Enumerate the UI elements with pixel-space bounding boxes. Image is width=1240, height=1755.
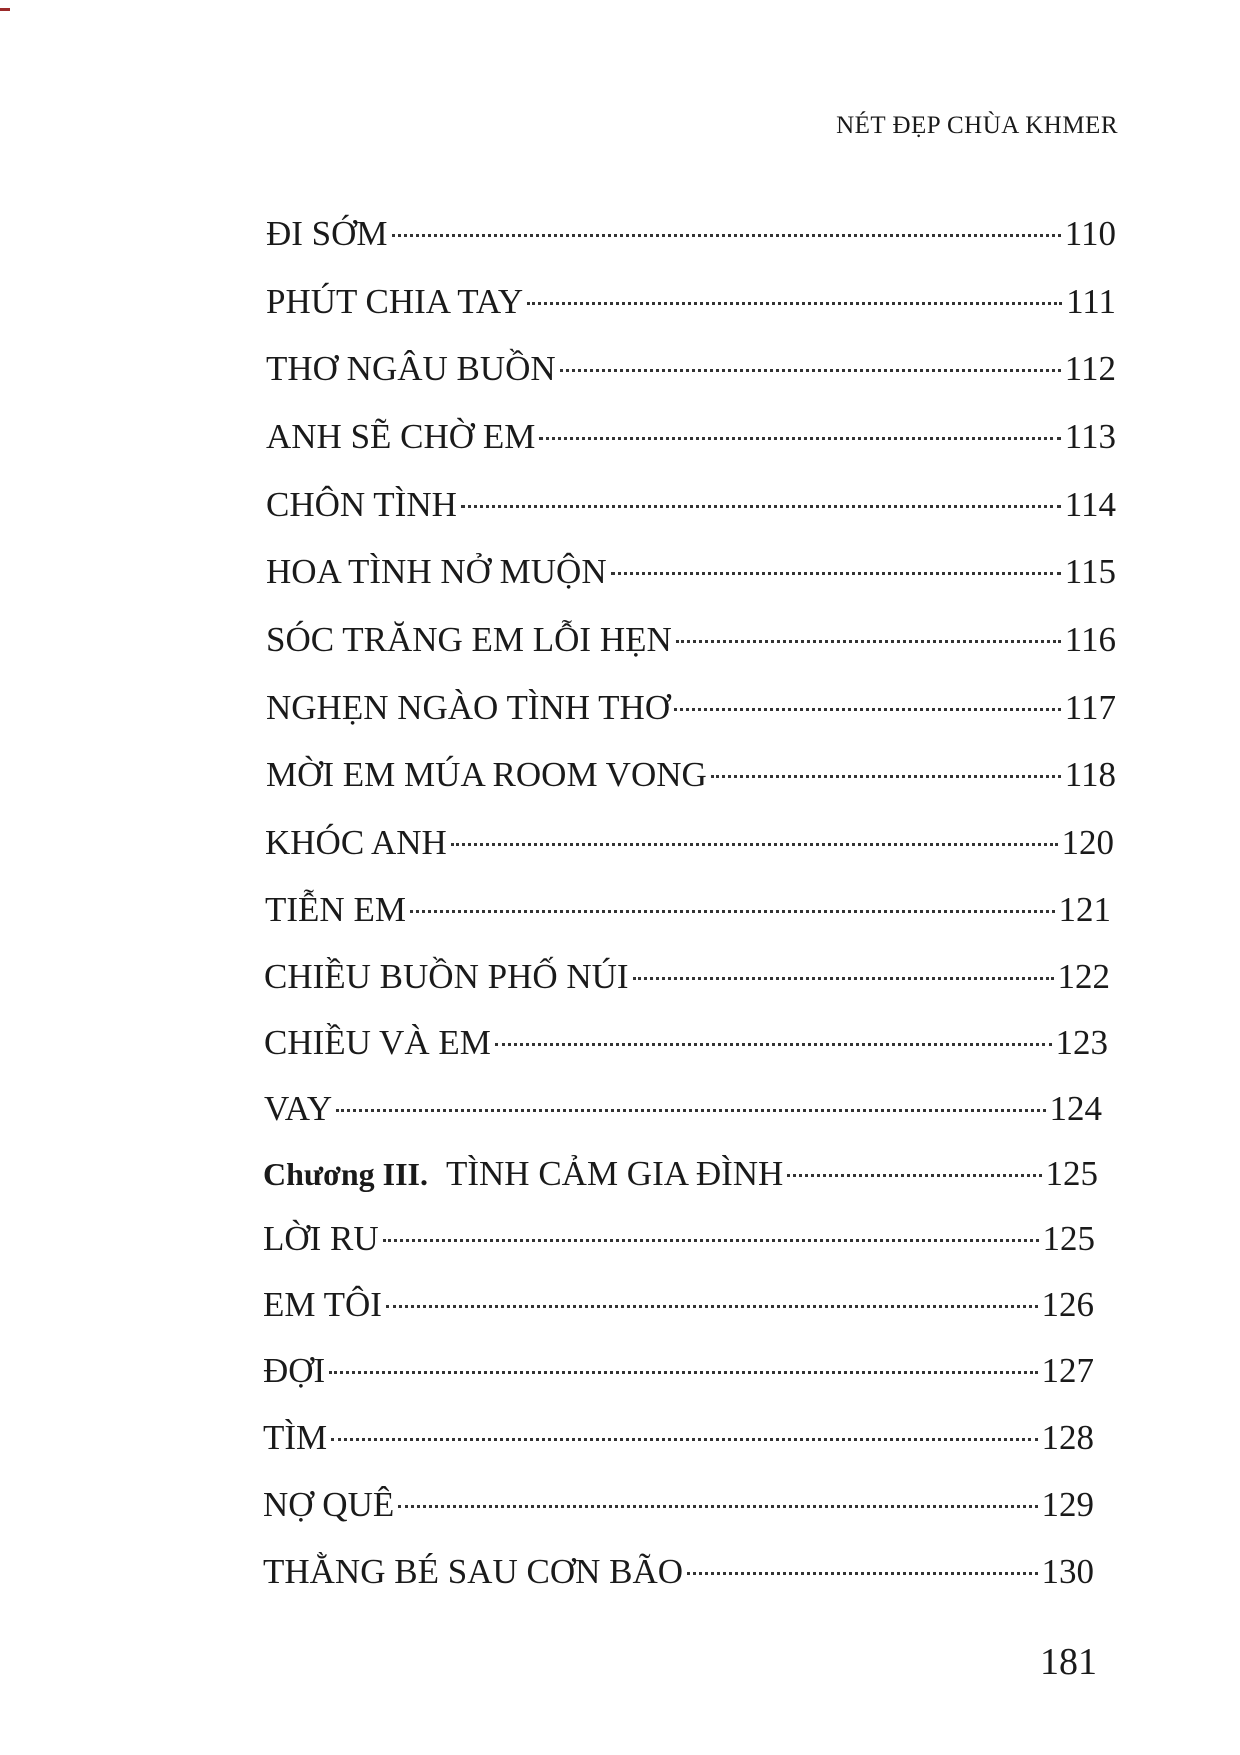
toc-entry-page: 127 [1041,1351,1094,1390]
toc-entry-page: 121 [1058,890,1111,929]
toc-entry-title: THƠ NGÂU BUỒN [266,349,556,388]
dot-leader [711,775,1061,778]
toc-entry-page: 115 [1064,552,1116,591]
toc-entry-page: 124 [1049,1089,1102,1128]
dot-leader [676,640,1061,643]
toc-chapter-heading[interactable] [263,1152,1098,1196]
dot-leader [331,1438,1037,1441]
toc-entry-title: THẰNG BÉ SAU CƠN BÃO [263,1552,684,1591]
toc-entry[interactable] [266,686,1116,730]
dot-leader [336,1109,1045,1112]
dot-leader [527,302,1062,305]
toc-entry-title: HOA TÌNH NỞ MUỘN [266,552,607,591]
toc-entry-page: 117 [1064,688,1116,727]
toc-entry-page: 110 [1064,214,1116,253]
toc-entry[interactable] [266,483,1116,527]
toc-entry-page: 114 [1064,485,1116,524]
toc-entry-title: CHÔN TÌNH [266,485,457,524]
toc-entry-page: 125 [1045,1154,1098,1193]
toc-entry-page: 123 [1055,1023,1108,1062]
dot-leader [392,234,1061,237]
toc-entry-title: ĐỢI [263,1351,326,1390]
toc-entry-page: 129 [1041,1485,1094,1524]
toc-entry-title: TÌM [263,1418,328,1457]
toc-entry-title: VAY [264,1089,333,1128]
page-number: 181 [1040,1641,1097,1683]
toc-entry-page: 111 [1066,282,1116,321]
toc-entry-page: 120 [1061,823,1114,862]
toc-entry[interactable] [263,1283,1094,1327]
dot-leader [383,1239,1039,1242]
dot-leader [451,843,1058,846]
toc-entry[interactable] [263,1483,1094,1527]
toc-entry[interactable] [263,1349,1094,1393]
toc-entry-page: 112 [1064,349,1116,388]
toc-entry[interactable] [264,955,1110,999]
toc-entry-title: PHÚT CHIA TAY [266,282,524,321]
dot-leader [687,1572,1037,1575]
toc-entry-title: KHÓC ANH [265,823,447,862]
dot-leader [787,1174,1041,1177]
toc-entry-title: TÌNH CẢM GIA ĐÌNH [445,1154,784,1193]
toc-entry[interactable] [266,415,1116,459]
toc-entry[interactable] [263,1550,1094,1594]
toc-entry-title: ANH SẼ CHỜ EM [266,417,536,456]
toc-entry-title: SÓC TRĂNG EM LỖI HẸN [266,620,672,659]
dot-leader [386,1305,1038,1308]
toc-entry[interactable] [266,753,1116,797]
toc-entry-title: CHIỀU VÀ EM [264,1023,491,1062]
dot-leader [495,1043,1052,1046]
toc-entry-page: 116 [1064,620,1116,659]
dot-leader [410,910,1055,913]
chapter-label: Chương III. [263,1156,428,1192]
toc-entry[interactable] [264,1021,1108,1065]
dot-leader [560,369,1061,372]
toc-entry-page: 130 [1041,1552,1094,1591]
dot-leader [633,977,1054,980]
toc-entry-title: ĐI SỚM [266,214,388,253]
toc-entry-title: MỜI EM MÚA ROOM VONG [266,755,707,794]
dot-leader [329,1371,1037,1374]
toc-entry[interactable] [266,618,1116,662]
toc-entry[interactable] [265,888,1111,932]
toc-entry[interactable] [266,550,1116,594]
dot-leader [398,1505,1037,1508]
toc-entry-title: NGHẸN NGÀO TÌNH THƠ [266,688,671,727]
toc-entry-page: 125 [1042,1219,1095,1258]
toc-entry-title: TIỄN EM [265,890,406,929]
dot-leader [539,437,1060,440]
toc-entry-page: 113 [1064,417,1116,456]
toc-entry-page: 122 [1057,957,1110,996]
toc-entry[interactable] [264,1087,1102,1131]
toc-entry-page: 126 [1041,1285,1094,1324]
toc-entry[interactable] [263,1217,1095,1261]
dot-leader [611,572,1061,575]
toc-entry-page: 118 [1064,755,1116,794]
toc-entry-title: LỜI RU [263,1219,379,1258]
dot-leader [461,505,1061,508]
toc-entry[interactable] [265,821,1114,865]
toc-entry[interactable] [263,1416,1094,1460]
toc-entry[interactable] [266,347,1116,391]
dot-leader [674,708,1061,711]
toc-entry-title: NỢ QUÊ [263,1485,395,1524]
toc-entry-title: EM TÔI [263,1285,382,1324]
toc-entry[interactable] [266,212,1116,256]
running-header: NÉT ĐẸP CHÙA KHMER [836,112,1118,139]
toc-entry[interactable] [266,280,1116,324]
toc-entry-title: CHIỀU BUỒN PHỐ NÚI [264,957,629,996]
toc-entry-page: 128 [1041,1418,1094,1457]
